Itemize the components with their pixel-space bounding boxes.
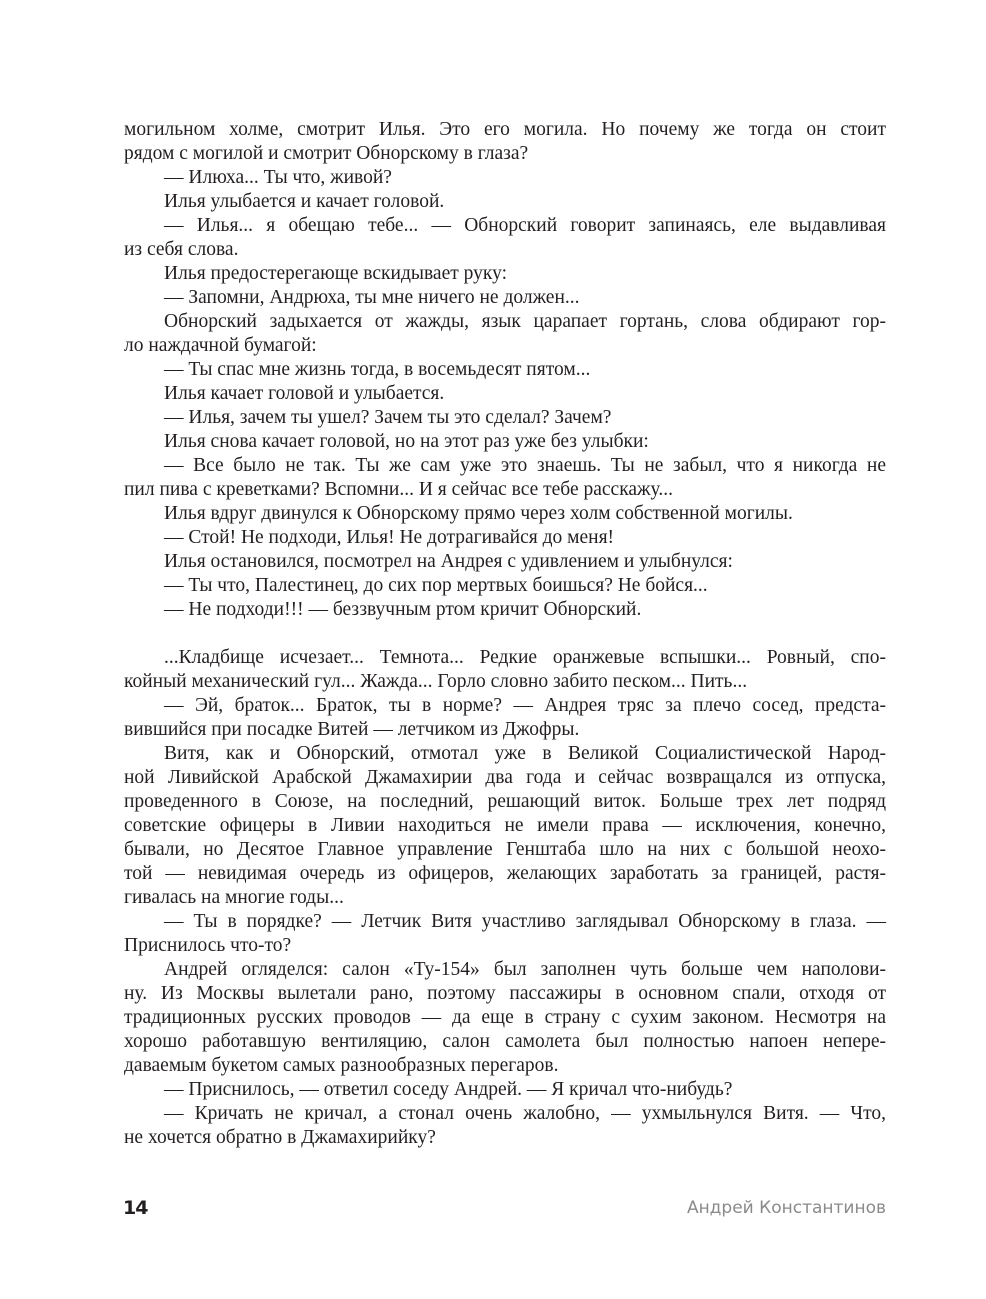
text-line: — Илюха... Ты что, живой? [164, 167, 392, 188]
text-line: ной Ливийской Арабской Джамахирии два года и сейчас возвращался из отпуска, [124, 767, 886, 788]
text-line: — Илья, зачем ты ушел? Зачем ты это сделал? Зачем? [164, 407, 612, 428]
text-line: — Илья... я обещаю тебе... — Обнорский говорит запинаясь, еле выдавливая [164, 215, 886, 236]
text-line: хорошо работавшую вентиляцию, салон самолета был полностью напоен непере- [124, 1031, 886, 1052]
text-line: даваемым букетом самых разнообразных перегаров. [124, 1055, 559, 1076]
text-line: — Ты спас мне жизнь тогда, в восемьдесят пятом... [164, 359, 591, 380]
text-line: рядом с могилой и смотрит Обнорскому в глаза? [124, 143, 529, 164]
text-line: ну. Из Москвы вылетали рано, поэтому пассажиры в основном спали, отходя от [124, 983, 886, 1004]
text-line: — Не подходи!!! — беззвучным ртом кричит Обнорский. [164, 599, 642, 620]
text-line: проведенного в Союзе, на последний, решающий виток. Больше трех лет подряд [124, 791, 886, 812]
text-line: вившийся при посадке Витей — летчиком из Джофры. [124, 719, 580, 740]
text-line: из себя слова. [124, 239, 239, 260]
text-line: — Эй, браток... Браток, ты в норме? — Андрея тряс за плечо сосед, предста- [164, 695, 886, 716]
text-line: традиционных русских проводов — да еще в страну с сухим законом. Несмотря на [124, 1007, 886, 1028]
section-break [124, 622, 886, 646]
text-line: — Приснилось, — ответил соседу Андрей. — Я кричал что-нибудь? [164, 1079, 733, 1100]
text-line: Обнорский задыхается от жажды, язык царапает гортань, слова обдирают гор- [164, 311, 886, 332]
text-line: бывали, но Десятое Главное управление Генштаба шло на них с большой неохо- [124, 839, 886, 860]
text-line: Илья снова качает головой, но на этот раз уже без улыбки: [164, 431, 649, 452]
text-line: Илья вдруг двинулся к Обнорскому прямо через холм собственной могилы. [164, 503, 793, 524]
text-line: — Кричать не кричал, а стонал очень жалобно, — ухмыльнулся Витя. — Что, [164, 1103, 886, 1124]
text-line: ло наждачной бумагой: [124, 335, 317, 356]
text-line: советские офицеры в Ливии находиться не имели права — исключения, конечно, [124, 815, 886, 836]
text-line: — Запомни, Андрюха, ты мне ничего не должен... [164, 287, 580, 308]
text-line: — Стой! Не подходи, Илья! Не дотрагивайся до меня! [164, 527, 615, 548]
page-number: 14 [123, 1197, 148, 1219]
text-line: койный механический гул... Жажда... Горло словно забито песком... Пить... [124, 671, 748, 692]
text-line: гивалась на многие годы... [124, 887, 344, 908]
text-line: не хочется обратно в Джамахирийку? [124, 1127, 436, 1148]
text-line: Андрей огляделся: салон «Ту-154» был заполнен чуть больше чем наполови- [164, 959, 886, 980]
text-line: Илья качает головой и улыбается. [164, 383, 445, 404]
text-line: ...Кладбище исчезает... Темнота... Редкие оранжевые вспышки... Ровный, спо- [164, 647, 886, 668]
text-line: той — невидимая очередь из офицеров, желающих заработать за границей, растя- [124, 863, 886, 884]
text-line: — Все было не так. Ты же сам уже это знаешь. Ты не забыл, что я никогда не [164, 455, 886, 476]
text-line: могильном холме, смотрит Илья. Это его могила. Но почему же тогда он стоит [124, 119, 886, 140]
book-body-text [124, 118, 886, 1150]
text-line: — Ты в порядке? — Летчик Витя участливо заглядывал Обнорскому в глаза. — [164, 911, 886, 932]
text-line: Илья остановился, посмотрел на Андрея с удивлением и улыбнулся: [164, 551, 733, 572]
text-line: Витя, как и Обнорский, отмотал уже в Великой Социалистической Народ- [164, 743, 886, 764]
text-line: Илья предостерегающе вскидывает руку: [164, 263, 507, 284]
text-line: — Ты что, Палестинец, до сих пор мертвых боишься? Не бойся... [164, 575, 708, 596]
text-line: Илья улыбается и качает головой. [164, 191, 445, 212]
text-line: пил пива с креветками? Вспомни... И я сейчас все тебе расскажу... [124, 479, 673, 500]
running-footer-author: Андрей Константинов [686, 1198, 886, 1218]
text-line: Приснилось что-то? [124, 935, 292, 956]
